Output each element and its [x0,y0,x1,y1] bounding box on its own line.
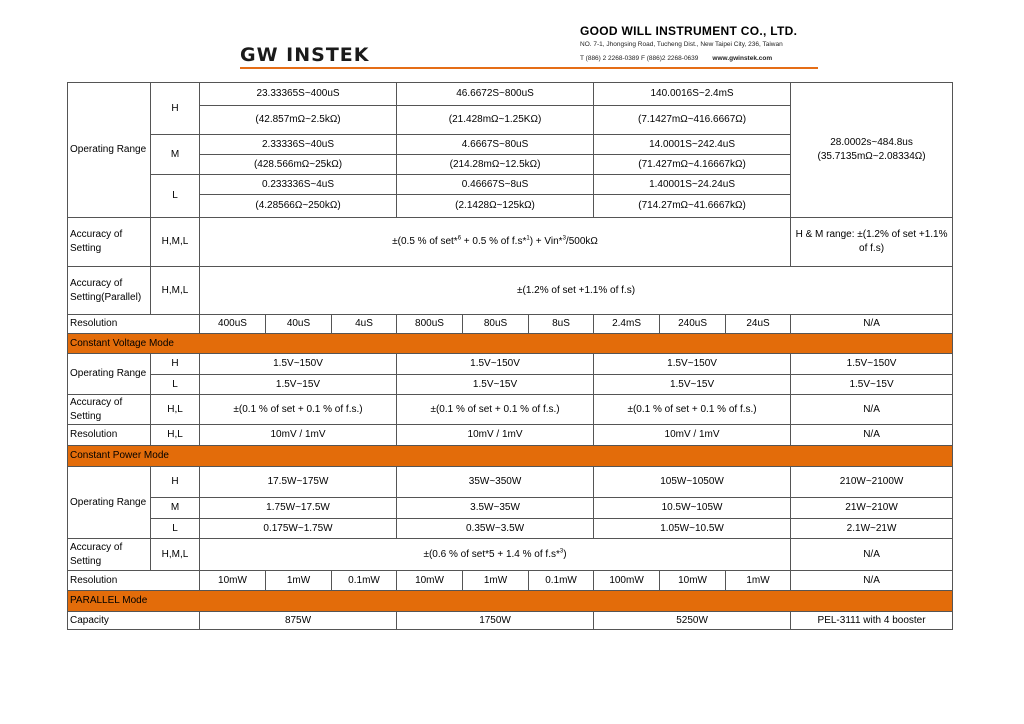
cp-op-label: Operating Range [68,467,151,539]
cc-op-d [791,83,953,218]
cp-acc-label: Accuracy of Setting [68,539,151,571]
cell: 100mW [594,571,660,591]
cp-section-title: Constant Power Mode [68,446,953,467]
cell: (428.566mΩ~25kΩ) [200,155,397,175]
cell: (7.1427mΩ~416.6667Ω) [594,106,791,135]
cell: 1.5V~15V [791,375,953,395]
company-contact [580,55,772,62]
par-cap-label: Capacity [68,612,200,630]
cv-res-range: H,L [151,425,200,446]
cell: 24uS [726,315,791,334]
cv-res-label: Resolution [68,425,151,446]
cc-res-label: Resolution [68,315,200,334]
table-row [68,83,953,106]
table-row [68,218,953,267]
text: ±(0.6 % of set*5 + 1.4 % of f.s* [423,548,560,560]
cell: (714.27mΩ~41.6667kΩ) [594,195,791,218]
cell: 1.5V~150V [791,354,953,375]
table-row [68,591,953,612]
cell: 1mW [463,571,529,591]
range-l: L [151,375,200,395]
table-row [68,467,953,498]
cell: 2.1W~21W [791,519,953,539]
cc-op-label: Operating Range [68,83,151,218]
cell: 875W [200,612,397,630]
website: www.gwinstek.com [712,55,773,62]
range-m: M [151,498,200,519]
cell: 10mW [660,571,726,591]
cell: 1mW [726,571,791,591]
cell: 0.1mW [332,571,397,591]
cc-par-value: ±(1.2% of set +1.1% of f.s) [200,267,953,315]
spec-table [67,82,953,630]
cell: 10mV / 1mV [594,425,791,446]
cell: 1.40001S~24.24uS [594,175,791,195]
cell: 23.33365S~400uS [200,83,397,106]
footnote: 3 [559,548,564,555]
table-row [68,425,953,446]
cell: 3.5W~35W [397,498,594,519]
cell: 46.6672S~800uS [397,83,594,106]
cell: 10mW [397,571,463,591]
range-l: L [151,519,200,539]
range-m: M [151,135,200,175]
table-row [68,267,953,315]
cc-acc-range: H,M,L [151,218,200,267]
cell: 0.46667S~8uS [397,175,594,195]
cell: N/A [791,395,953,425]
cell: ±(0.1 % of set + 0.1 % of f.s.) [200,395,397,425]
cv-acc-label: Accuracy of Setting [68,395,151,425]
cell: 5250W [594,612,791,630]
cell: 10mW [200,571,266,591]
cell: 35W~350W [397,467,594,498]
range-h: H [151,354,200,375]
header-rule [240,67,818,69]
cc-par-label: Accuracy of Setting(Parallel) [68,267,151,315]
company-logo: GW INSTEK [240,44,370,66]
cell: 14.0001S~242.4uS [594,135,791,155]
cell: 2.33336S~40uS [200,135,397,155]
cell: 10mV / 1mV [200,425,397,446]
cell: 140.0016S~2.4mS [594,83,791,106]
cell: 21W~210W [791,498,953,519]
table-row [68,539,953,571]
cell: 1750W [397,612,594,630]
cell: 240uS [660,315,726,334]
cp-res-label: Resolution [68,571,200,591]
cell: 1.75W~17.5W [200,498,397,519]
cell: N/A [791,315,953,334]
cc-par-range: H,M,L [151,267,200,315]
cell: 1mW [266,571,332,591]
cell: 0.35W~3.5W [397,519,594,539]
footnote: 1 [526,235,530,242]
table-row [68,315,953,334]
cell: (214.28mΩ~12.5kΩ) [397,155,594,175]
text: ) + Vin* [529,236,563,247]
range-h: H [151,467,200,498]
cell: 105W~1050W [594,467,791,498]
company-name: GOOD WILL INSTRUMENT CO., LTD. [580,24,798,38]
cell: N/A [791,539,953,571]
cc-acc-d: H & M range: ±(1.2% of set +1.1% of f.s) [791,218,953,267]
cell: (21.428mΩ~1.25KΩ) [397,106,594,135]
cell: 1.5V~15V [200,375,397,395]
cell: N/A [791,571,953,591]
cell-line: (35.7135mΩ~2.08334Ω) [817,151,926,162]
footnote: 6 [457,235,462,242]
cell: 17.5W~175W [200,467,397,498]
cv-op-label: Operating Range [68,354,151,395]
cell-line: 28.0002s~484.8us [830,137,913,148]
text: + 0.5 % of f.s* [461,236,527,247]
cell: 1.5V~150V [594,354,791,375]
phone-fax: T (886) 2 2268-0389 F (886)2 2268-0639 [580,55,699,62]
cell: 0.233336S~4uS [200,175,397,195]
cell: 0.1mW [529,571,594,591]
footnote: 3 [562,235,566,242]
cell: 4.6667S~80uS [397,135,594,155]
cp-acc-range: H,M,L [151,539,200,571]
table-row [68,498,953,519]
cell: 4uS [332,315,397,334]
cv-section-title: Constant Voltage Mode [68,334,953,354]
cell: 1.5V~15V [594,375,791,395]
cell: 1.5V~15V [397,375,594,395]
table-row [68,354,953,375]
range-l: L [151,175,200,218]
text: ±(0.5 % of set* [392,236,458,247]
cell: (71.427mΩ~4.16667kΩ) [594,155,791,175]
cell: 210W~2100W [791,467,953,498]
cc-acc-label: Accuracy of Setting [68,218,151,267]
cell: 1.05W~10.5W [594,519,791,539]
table-row [68,519,953,539]
table-row [68,375,953,395]
cell: 10.5W~105W [594,498,791,519]
par-section-title: PARALLEL Mode [68,591,953,612]
text: /500kΩ [565,236,598,247]
table-row [68,612,953,630]
text: ) [563,548,567,560]
cc-acc-value [200,218,791,267]
cell: 8uS [529,315,594,334]
cell: PEL-3111 with 4 booster [791,612,953,630]
cell: ±(0.1 % of set + 0.1 % of f.s.) [594,395,791,425]
cell: 0.175W~1.75W [200,519,397,539]
table-row [68,395,953,425]
cell: (4.28566Ω~250kΩ) [200,195,397,218]
cell: ±(0.1 % of set + 0.1 % of f.s.) [397,395,594,425]
cell: 10mV / 1mV [397,425,594,446]
table-row [68,334,953,354]
cell: 1.5V~150V [200,354,397,375]
table-row [68,571,953,591]
cell: 2.4mS [594,315,660,334]
cell: 80uS [463,315,529,334]
cell: 400uS [200,315,266,334]
cp-acc-value [200,539,791,571]
cell: 800uS [397,315,463,334]
cell: N/A [791,425,953,446]
cell: (42.857mΩ~2.5kΩ) [200,106,397,135]
cell: (2.1428Ω~125kΩ) [397,195,594,218]
company-address: NO. 7-1, Jhongsing Road, Tucheng Dist., New Taipei City, 236, Taiwan [580,41,783,48]
cv-acc-range: H,L [151,395,200,425]
range-h: H [151,83,200,135]
cell: 1.5V~150V [397,354,594,375]
table-row [68,446,953,467]
cell: 40uS [266,315,332,334]
